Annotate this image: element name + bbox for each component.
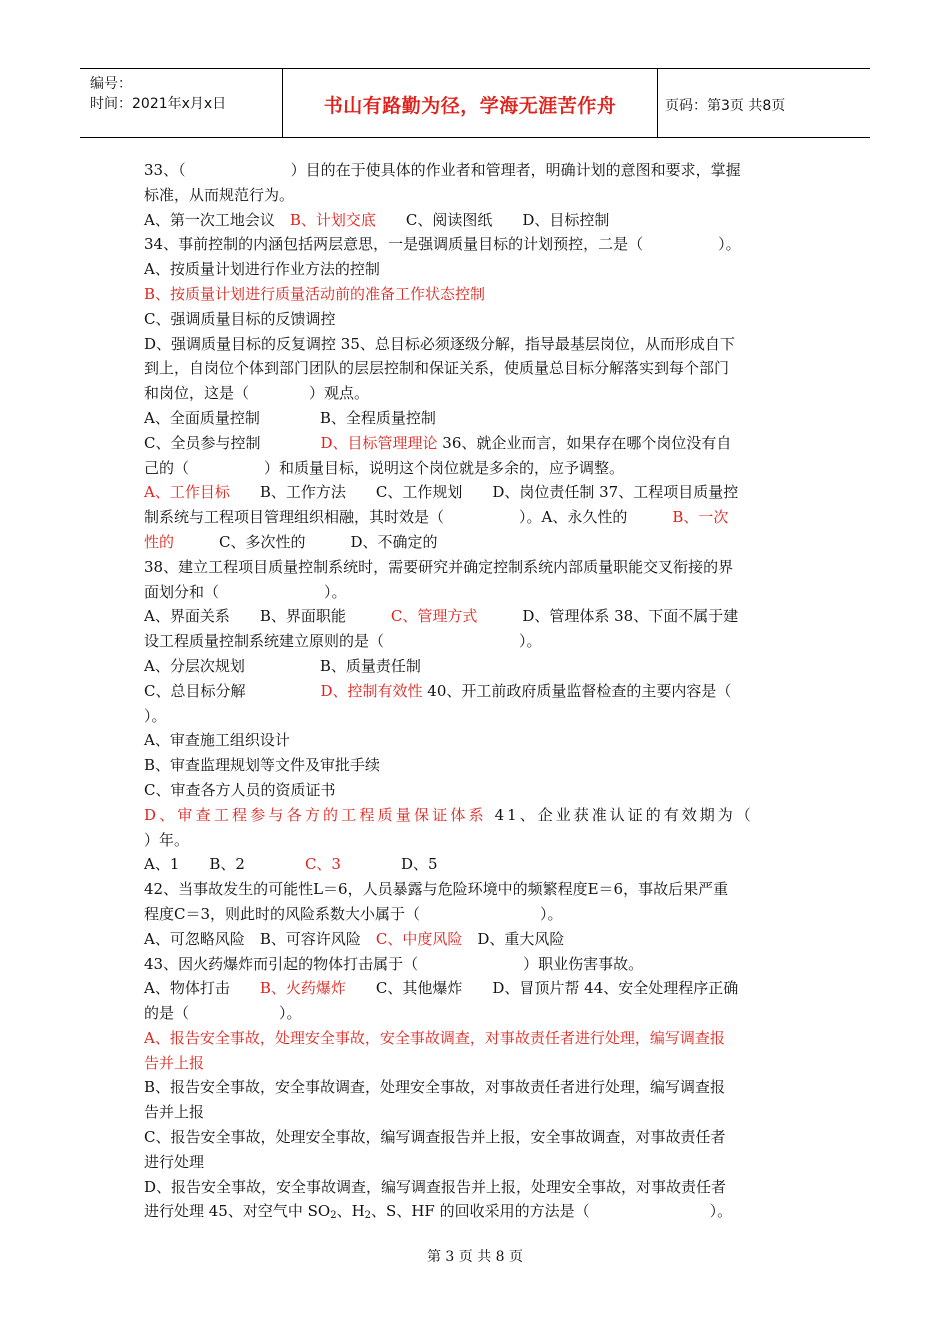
number-label: 编号：: [90, 76, 132, 92]
text-line: [144, 208, 806, 233]
option-text: C、多次性的 D、不确定的: [174, 532, 438, 551]
header-page-number: 页码：第3页 共8页: [665, 98, 786, 114]
question-text: 进行处理 45、对空气中 SO: [144, 1202, 331, 1221]
answer-highlight: C、中度风险: [375, 929, 463, 948]
text-line: [144, 604, 806, 629]
header-motto-cell: [282, 69, 658, 137]
header-meta-cell: [80, 69, 282, 137]
option-text: A、物体打击: [144, 979, 260, 998]
answer-highlight: D、审查工程参与各方的工程质量保证体系: [144, 805, 487, 824]
text-line: 到上，自岗位个体到部门团队的层层控制和保证关系，使质量总目标分解落实到每个部门: [144, 359, 730, 378]
document-header: [80, 68, 870, 138]
question-text: 、H: [336, 1202, 365, 1221]
option-text: D、5: [340, 855, 438, 874]
text-line: B、报告安全事故，安全事故调查，处理安全事故，对事故责任者进行处理，编写调查报: [144, 1078, 726, 1097]
text-line: [144, 431, 806, 456]
option-text: D、重大风险: [462, 929, 565, 948]
option-text: A、第一次工地会议: [144, 210, 290, 229]
answer-highlight: 性的: [144, 532, 175, 551]
text-line: [144, 852, 806, 877]
question-text: 41、企业获准认证的有效期为（: [486, 805, 754, 824]
answer-highlight: B、一次: [672, 508, 729, 527]
text-line: 的是（ ）。: [144, 1004, 302, 1023]
question-body: [144, 158, 806, 1224]
subscript: 2: [330, 1210, 337, 1222]
answer-highlight: B、计划交底: [289, 210, 376, 229]
answer-highlight: C、管理方式: [390, 607, 478, 626]
text-line: [144, 480, 806, 505]
text-line: A、审查施工组织设计: [144, 731, 290, 750]
text-line: [144, 505, 806, 530]
text-line: 42、当事故发生的可能性L＝6，人员暴露与危险环境中的频繁程度E＝6，事故后果严重: [144, 880, 729, 899]
text-line: 面划分和（ ）。: [144, 582, 347, 601]
option-text: C、阅读图纸 D、目标控制: [375, 210, 610, 229]
text-line: 设工程质量控制系统建立原则的是（ ）。: [144, 632, 542, 651]
answer-highlight: D、目标管理理论: [320, 433, 438, 452]
page-footer: 第 3 页 共 8 页: [426, 1249, 524, 1265]
answer-highlight: A、工作目标: [144, 483, 230, 502]
text-line: C、报告安全事故，处理安全事故，编写调查报告并上报，安全事故调查，对事故责任者: [144, 1128, 726, 1147]
text-line: [144, 530, 806, 555]
text-line: [144, 927, 806, 952]
text-line: ）年。: [144, 830, 190, 849]
option-text: A、界面关系 B、界面职能: [144, 607, 391, 626]
option-text: A、可忽略风险 B、可容许风险: [144, 929, 376, 948]
text-line: 己的（ ）和质量目标，说明这个岗位就是多余的，应予调整。: [144, 458, 625, 477]
option-text: B、工作方法 C、工作规划 D、岗位责任制 37、工程项目质量控: [229, 483, 739, 502]
header-motto: 书山有路勤为径，学海无涯苦作舟: [323, 95, 617, 117]
text-line: 进行处理: [144, 1152, 205, 1171]
answer-highlight: D、控制有效性: [320, 681, 423, 700]
answer-highlight: B、火药爆炸: [259, 979, 346, 998]
option-text: C、全员参与控制: [144, 433, 321, 452]
text-line: 43、因火药爆炸而引起的物体打击属于（ ）职业伤害事故。: [144, 954, 644, 973]
option-text: C、其他爆炸 D、冒顶片帮 44、安全处理程序正确: [345, 979, 739, 998]
option-text: D、管理体系 38、下面不属于建: [477, 607, 739, 626]
text-line: [144, 976, 806, 1001]
answer-highlight: C、3: [304, 855, 341, 874]
text-line: A、全面质量控制 B、全程质量控制: [144, 408, 436, 427]
text-line: [144, 679, 806, 704]
header-page-cell: [657, 69, 870, 137]
question-text: 、S、HF 的回收采用的方法是（ ）。: [371, 1202, 733, 1221]
text-line: D、报告安全事故，安全事故调查，编写调查报告并上报，处理安全事故，对事故责任者: [144, 1177, 727, 1196]
text-line: C、审查各方人员的资质证书: [144, 780, 336, 799]
text-line: 38、建立工程项目质量控制系统时，需要研究并确定控制系统内部质量职能交叉衔接的界: [144, 557, 734, 576]
text-line: A、按质量计划进行作业方法的控制: [144, 260, 380, 279]
text-line: ）。: [144, 706, 167, 725]
subscript: 2: [364, 1210, 372, 1222]
text-line: 程度C＝3，则此时的风险系数大小属于（ ）。: [144, 904, 563, 923]
answer-line: A、报告安全事故，处理安全事故，安全事故调查，对事故责任者进行处理，编写调查报: [144, 1028, 725, 1047]
option-text: A、1 B、2: [144, 855, 305, 874]
question-text: 36、就企业而言，如果存在哪个岗位没有自: [437, 433, 732, 452]
text-line: 标准，从而规范行为。: [144, 185, 295, 204]
text-line: [144, 803, 806, 828]
answer-line: B、按质量计划进行质量活动前的准备工作状态控制: [144, 284, 486, 303]
text-line: D、强调质量目标的反复调控 35、总目标必须逐级分解，指导最基层岗位，从而形成自下: [144, 334, 735, 353]
text-line: [144, 1199, 806, 1224]
question-text: 40、开工前政府质量监督检查的主要内容是（: [422, 681, 732, 700]
text-line: 33、（ ）目的在于使具体的作业者和管理者，明确计划的意图和要求，掌握: [144, 161, 741, 179]
text-line: 34、事前控制的内涵包括两层意思，一是强调质量目标的计划预控，二是（ ）。: [144, 235, 741, 254]
option-text: C、总目标分解: [144, 681, 321, 700]
answer-line: 告并上报: [144, 1053, 205, 1072]
text-line: C、强调质量目标的反馈调控: [144, 309, 336, 328]
text-line: B、审查监理规划等文件及审批手续: [144, 756, 381, 775]
text-line: 和岗位，这是（ ）观点。: [144, 384, 370, 403]
text-line: 告并上报: [144, 1103, 205, 1122]
date-label: 时间：2021年x月x日: [90, 96, 227, 112]
question-text: 制系统与工程项目管理组织相融，其时效是（ ）。A、永久性的: [144, 508, 673, 527]
text-line: A、分层次规划 B、质量责任制: [144, 656, 421, 675]
